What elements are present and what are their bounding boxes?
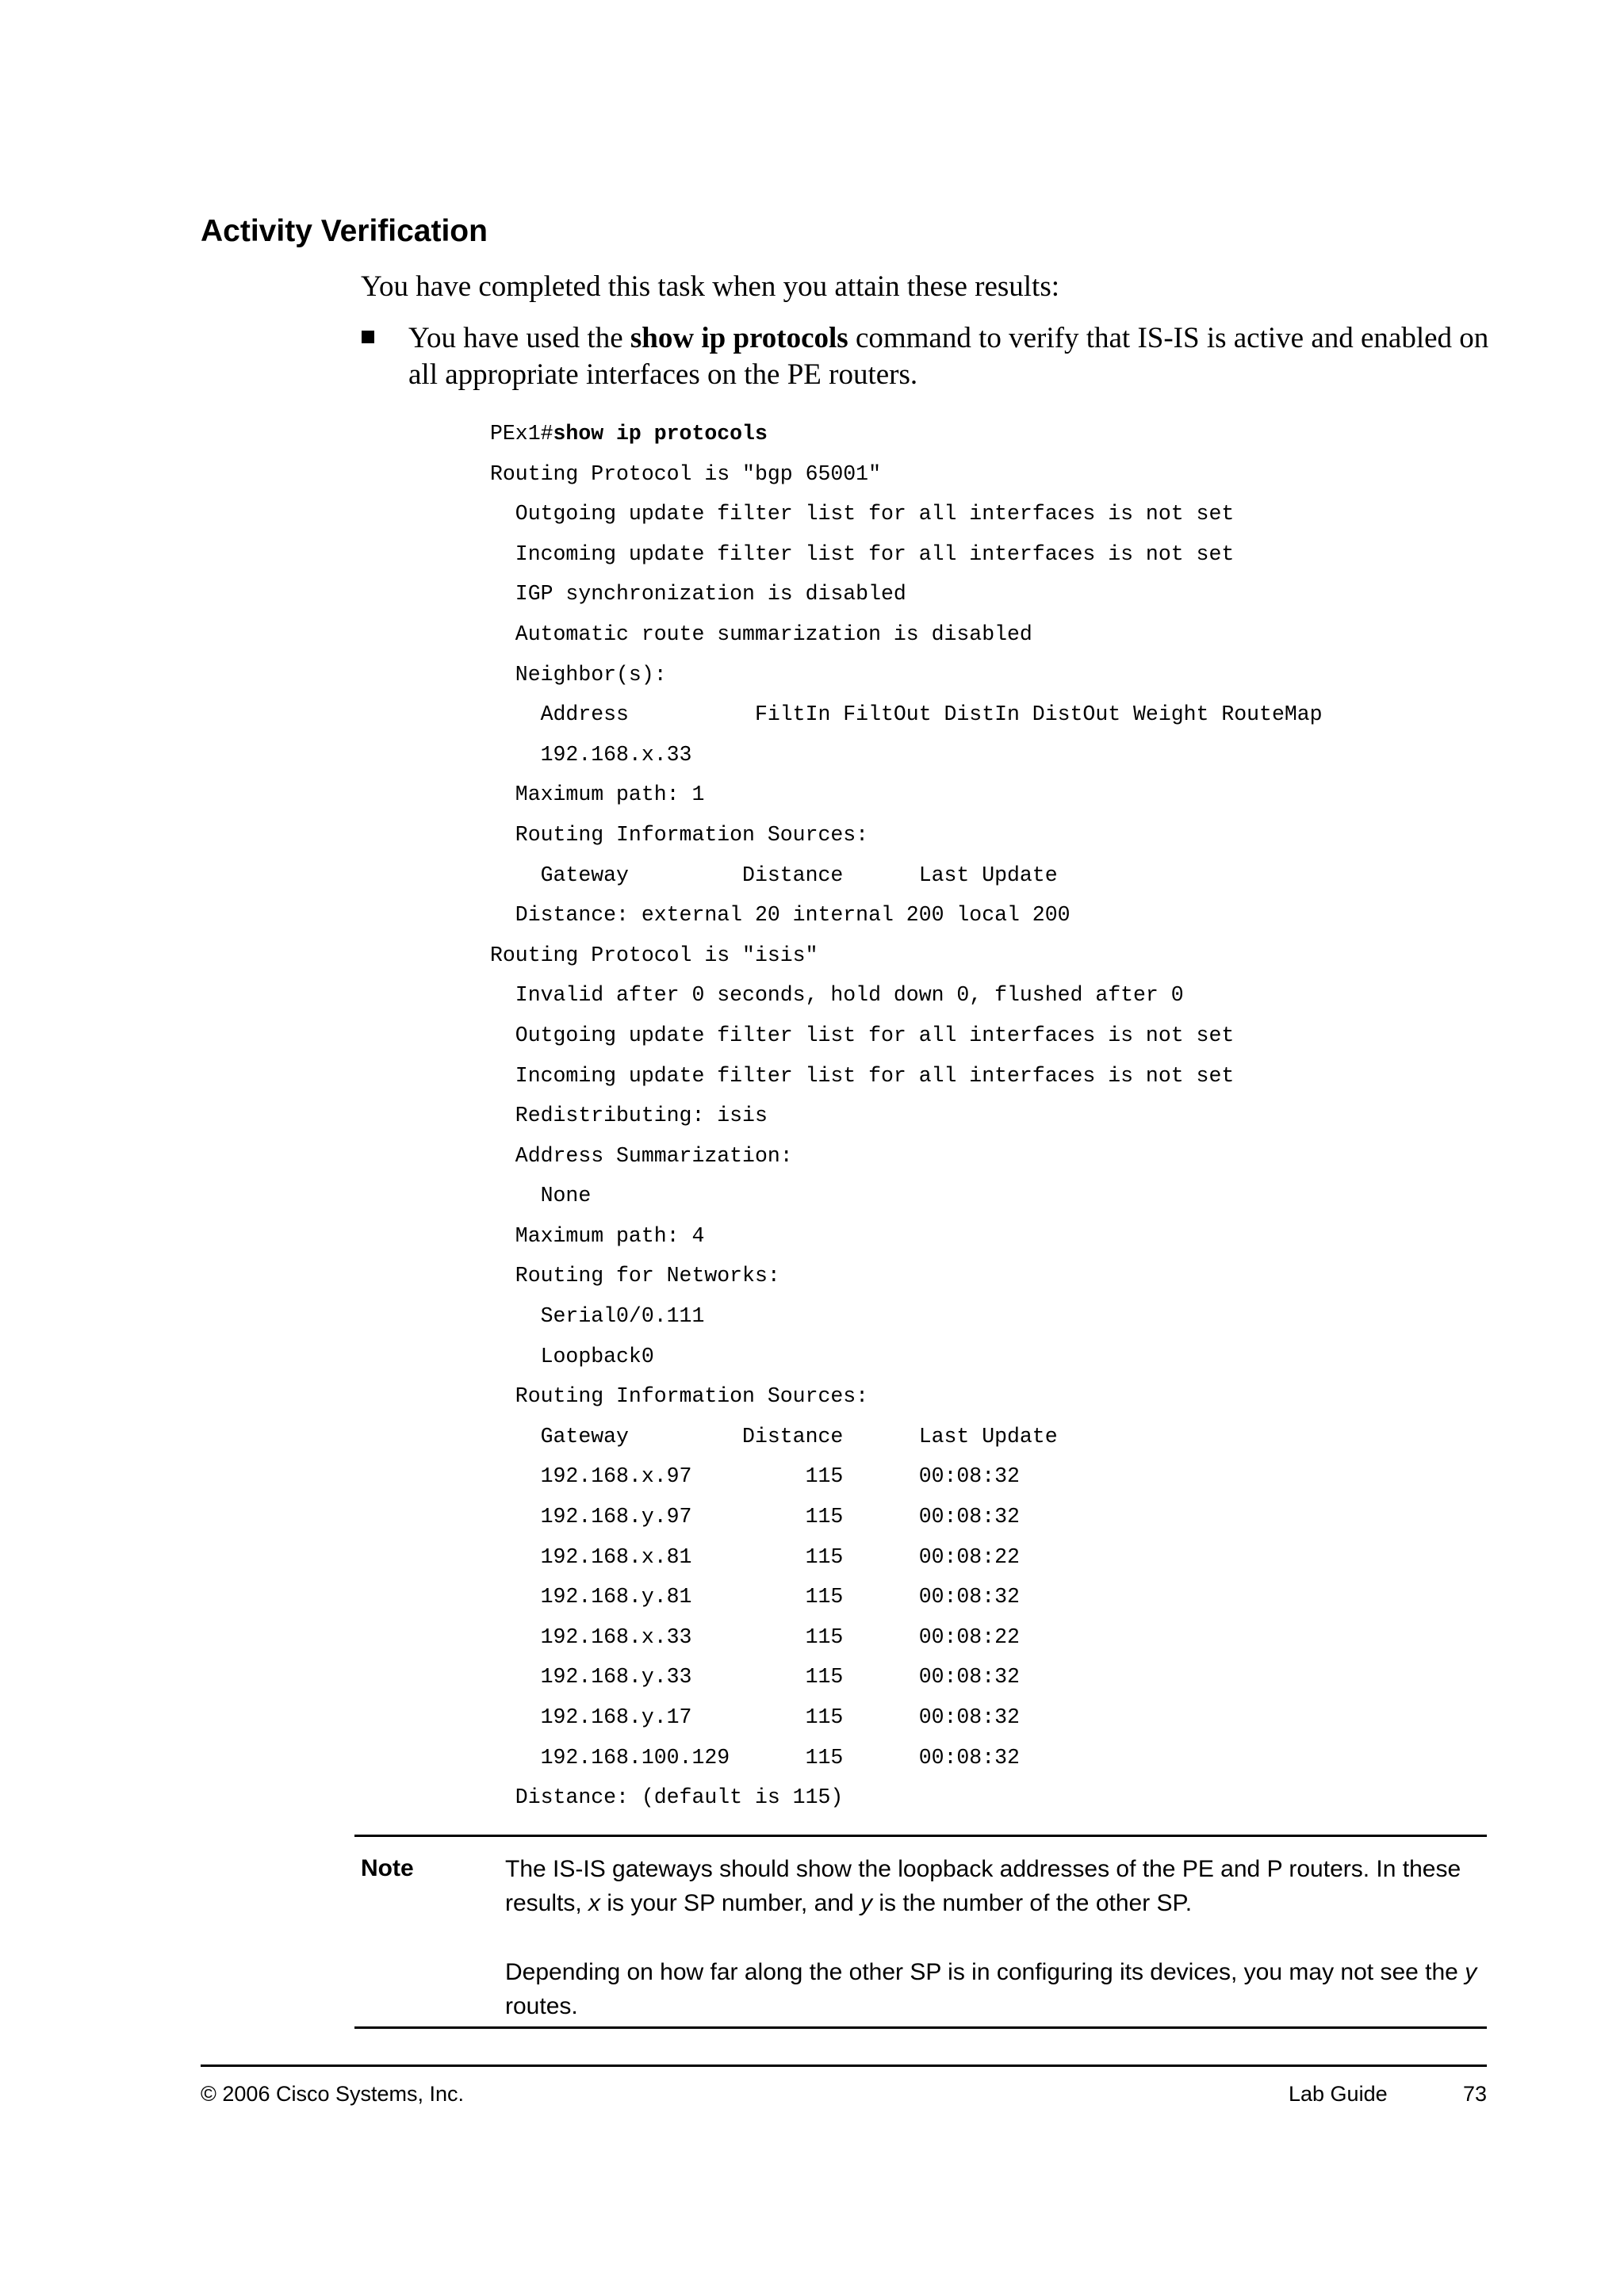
cli-line: Serial0/0.111 [490, 1304, 705, 1329]
cli-line: 192.168.y.97 115 00:08:32 [490, 1505, 1020, 1529]
note-bottom-rule [354, 2026, 1487, 2029]
cli-line: Maximum path: 1 [490, 783, 705, 807]
note-var-y: y [1465, 1959, 1477, 1985]
cli-line: Routing Protocol is "isis" [490, 943, 818, 967]
cli-line: Address FiltIn FiltOut DistIn DistOut Weight RouteMap [490, 702, 1323, 727]
cli-line: 192.168.y.81 115 00:08:32 [490, 1585, 1020, 1609]
bullet-suffix: command to verify that IS-IS is active and enabled on all appropriate interfaces on the PE routers. [408, 322, 1489, 391]
note-top-rule [354, 1835, 1487, 1837]
cli-line: 192.168.y.17 115 00:08:32 [490, 1705, 1020, 1729]
cli-line: Address Summarization: [490, 1143, 793, 1168]
cli-line: Maximum path: 4 [490, 1223, 705, 1248]
cli-command: show ip protocols [553, 422, 768, 446]
cli-line: Routing for Networks: [490, 1264, 780, 1288]
cli-prompt-line [490, 414, 1521, 454]
bullet-prefix: You have used the [408, 322, 630, 354]
cli-line: Automatic route summarization is disabled [490, 622, 1032, 646]
cli-line: Redistributing: isis [490, 1104, 768, 1128]
cli-line: Incoming update filter list for all interfaces is not set [490, 1063, 1235, 1088]
cli-line: Distance: (default is 115) [490, 1785, 844, 1810]
cli-line: 192.168.x.33 [490, 742, 692, 767]
cli-line: Loopback0 [490, 1344, 654, 1368]
cli-line: 192.168.y.33 115 00:08:32 [490, 1665, 1020, 1689]
note-label: Note [361, 1855, 414, 1881]
note-text: The IS-IS gateways should show the loopback addresses of the PE and P routers. In these results, [505, 1856, 1461, 1916]
cli-line: 192.168.x.81 115 00:08:22 [490, 1544, 1020, 1569]
note-text: routes. [505, 1993, 578, 2019]
cli-line: Outgoing update filter list for all interfaces is not set [490, 1023, 1235, 1047]
cli-line: Outgoing update filter list for all interfaces is not set [490, 502, 1235, 526]
cli-line: Gateway Distance Last Update [490, 1424, 1058, 1448]
bullet-item [408, 320, 1519, 393]
footer-copyright: © 2006 Cisco Systems, Inc. [201, 2082, 465, 2106]
note-var-x: x [588, 1890, 601, 1916]
note-text: Depending on how far along the other SP is in configuring its devices, you may not see the [505, 1959, 1465, 1985]
bullet-command: show ip protocols [630, 322, 848, 354]
note-text: is the number of the other SP. [872, 1890, 1193, 1916]
cli-line: Gateway Distance Last Update [490, 863, 1058, 887]
note-var-y: y [860, 1890, 872, 1916]
cli-line: Incoming update filter list for all interfaces is not set [490, 541, 1235, 566]
cli-prompt: PEx1# [490, 422, 553, 446]
cli-output [490, 414, 1521, 1818]
cli-line: IGP synchronization is disabled [490, 582, 906, 607]
footer-guide-label: Lab Guide [1289, 2082, 1388, 2106]
note-text: is your SP number, and [600, 1890, 860, 1916]
cli-line: Routing Information Sources: [490, 1384, 869, 1409]
cli-line: Neighbor(s): [490, 662, 667, 687]
cli-line: Invalid after 0 seconds, hold down 0, flushed after 0 [490, 983, 1184, 1008]
footer-rule [201, 2064, 1487, 2067]
footer-page-number: 73 [1463, 2082, 1488, 2106]
bullet-square-icon [362, 331, 374, 343]
cli-line: 192.168.x.97 115 00:08:32 [490, 1464, 1020, 1489]
cli-line: Routing Information Sources: [490, 822, 869, 847]
intro-text: You have completed this task when you attain these results: [361, 270, 1060, 303]
cli-line: 192.168.100.129 115 00:08:32 [490, 1745, 1020, 1770]
cli-line: Routing Protocol is "bgp 65001" [490, 461, 881, 486]
cli-line: Distance: external 20 internal 200 local 200 [490, 903, 1071, 928]
cli-line: 192.168.x.33 115 00:08:22 [490, 1624, 1020, 1649]
note-paragraph-1 [505, 1852, 1488, 1920]
cli-line: None [490, 1184, 592, 1208]
section-heading: Activity Verification [201, 214, 488, 248]
note-paragraph-2 [505, 1955, 1488, 2023]
